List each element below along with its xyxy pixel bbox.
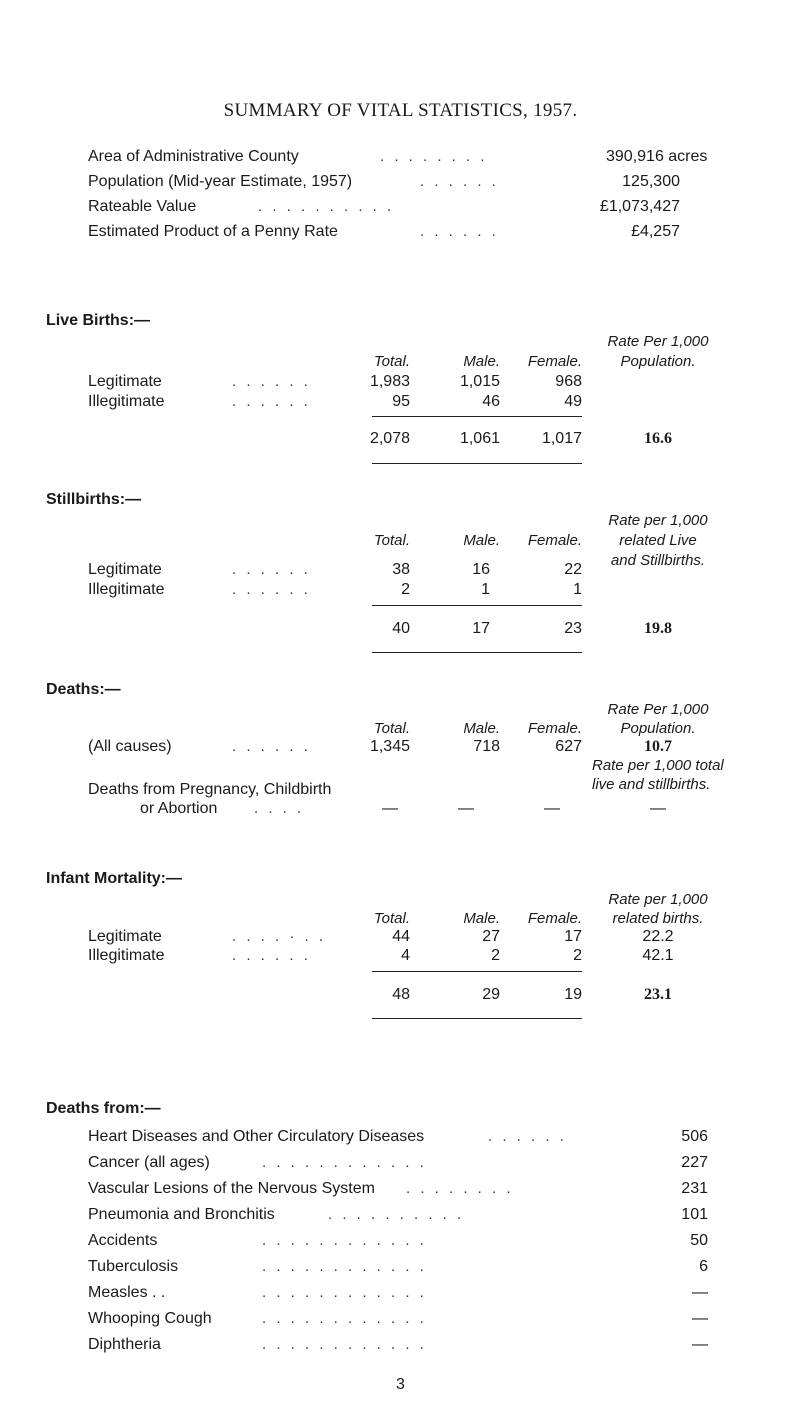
rate-header: related births.: [612, 910, 704, 927]
cell-total: 44: [392, 928, 410, 945]
sum-total: 2,078: [369, 430, 410, 447]
rate-note: Rate per 1,000 total: [592, 757, 724, 774]
leader-dots: . . . . . .: [232, 738, 311, 755]
section-heading: Live Births:—: [46, 312, 151, 329]
cell-rate: 22.2: [642, 928, 674, 945]
divider: [372, 463, 582, 464]
cause-value: 231: [681, 1180, 708, 1197]
rate-note: live and stillbirths.: [592, 776, 711, 793]
cause-label: Vascular Lesions of the Nervous System: [88, 1180, 375, 1197]
cell-male: 16: [472, 561, 490, 578]
cell-total: 95: [392, 393, 410, 410]
row-label: Illegitimate: [88, 393, 165, 410]
rate-header: related Live: [619, 532, 697, 549]
leader-dots: . . . . · . .: [232, 928, 327, 945]
cell-male: 2: [491, 947, 500, 964]
col-female: Female.: [527, 353, 582, 370]
col-total: Total.: [373, 720, 410, 737]
rate-header: Rate Per 1,000: [607, 701, 709, 718]
row-label: (All causes): [88, 738, 172, 755]
col-total: Total.: [373, 910, 410, 927]
section-heading: Deaths from:—: [46, 1100, 161, 1117]
divider: [372, 652, 582, 653]
rate-header: Population.: [620, 353, 696, 370]
sum-female: 1,017: [541, 430, 582, 447]
summary-label-population: Population (Mid-year Estimate, 1957): [88, 173, 353, 190]
divider: [372, 605, 582, 606]
cell-female: —: [544, 800, 560, 817]
rate-header: Rate per 1,000: [608, 891, 708, 908]
col-male: Male.: [463, 353, 500, 370]
divider: [372, 416, 582, 417]
leader-dots: . . . . . . . .: [380, 148, 488, 165]
cause-value: —: [692, 1336, 708, 1353]
cause-label: Whooping Cough: [88, 1310, 212, 1327]
leader-dots: . . . . . .: [488, 1128, 567, 1145]
rate-header: Rate Per 1,000: [607, 333, 709, 350]
leader-dots: . . . . . .: [232, 393, 311, 410]
cause-label: Accidents: [88, 1232, 158, 1249]
cell-total: —: [382, 800, 398, 817]
leader-dots: . . . . . .: [232, 581, 311, 598]
leader-dots: . . . . . . . . . . . .: [262, 1336, 427, 1353]
col-female: Female.: [527, 910, 582, 927]
leader-dots: . . . . . .: [420, 173, 499, 190]
summary-value-population: 125,300: [622, 173, 680, 190]
section-heading: Deaths:—: [46, 681, 121, 698]
col-female: Female.: [527, 532, 582, 549]
summary-label-penny-rate: Estimated Product of a Penny Rate: [88, 223, 338, 240]
leader-dots: . . . . . . . . . .: [328, 1206, 465, 1223]
cause-label: Tuberculosis: [88, 1258, 179, 1275]
cell-total: 38: [392, 561, 410, 578]
divider: [372, 971, 582, 972]
row-label: Illegitimate: [88, 581, 165, 598]
page-number: 3: [396, 1376, 405, 1393]
cause-label: Cancer (all ages): [88, 1154, 210, 1171]
row-label: Legitimate: [88, 561, 162, 578]
rate-header: Population.: [620, 720, 696, 737]
cell-female: 968: [555, 373, 582, 390]
sum-male: 17: [472, 620, 490, 637]
cell-male: 1: [481, 581, 490, 598]
cell-male: 1,015: [459, 373, 500, 390]
cell-total: 2: [401, 581, 410, 598]
cell-female: 1: [573, 581, 582, 598]
cell-female: 17: [564, 928, 582, 945]
col-total: Total.: [373, 532, 410, 549]
leader-dots: . . . . . .: [232, 947, 311, 964]
cell-total: 1,345: [369, 738, 410, 755]
col-male: Male.: [463, 532, 500, 549]
col-male: Male.: [463, 720, 500, 737]
cell-female: 22: [564, 561, 582, 578]
divider: [372, 1018, 582, 1019]
sum-female: 19: [564, 986, 582, 1003]
cell-total: 1,983: [369, 373, 410, 390]
leader-dots: . . . . . . . . . .: [258, 198, 395, 215]
summary-label-area: Area of Administrative County: [88, 148, 299, 165]
section-heading: Infant Mortality:—: [46, 870, 182, 887]
leader-dots: . . . . . . . . . . . .: [262, 1154, 427, 1171]
leader-dots: . . . . . .: [232, 373, 311, 390]
cell-rate: —: [650, 800, 666, 817]
row-label: Legitimate: [88, 928, 162, 945]
summary-value-area: 390,916 acres: [606, 148, 708, 165]
cell-rate: 42.1: [642, 947, 674, 964]
col-total: Total.: [373, 353, 410, 370]
summary-label-rateable: Rateable Value: [88, 198, 197, 215]
sum-rate: 23.1: [644, 986, 672, 1003]
sum-total: 48: [392, 986, 410, 1003]
cause-value: —: [692, 1284, 708, 1301]
leader-dots: . . . . . . . .: [406, 1180, 514, 1197]
sum-female: 23: [564, 620, 582, 637]
cause-value: 6: [699, 1258, 708, 1275]
sum-rate: 16.6: [644, 430, 672, 447]
cause-value: 101: [681, 1206, 708, 1223]
summary-value-rateable: £1,073,427: [599, 198, 680, 215]
cause-value: 506: [681, 1128, 708, 1145]
death-rate: 10.7: [644, 738, 672, 755]
row-label: or Abortion: [140, 800, 218, 817]
cell-male: —: [458, 800, 474, 817]
leader-dots: . . . . . . . . . . . .: [262, 1284, 427, 1301]
rate-header: and Stillbirths.: [610, 552, 706, 569]
rate-header: Rate per 1,000: [608, 512, 708, 529]
cell-male: 718: [473, 738, 500, 755]
sum-male: 1,061: [459, 430, 500, 447]
leader-dots: . . . . . .: [420, 223, 499, 240]
col-male: Male.: [463, 910, 500, 927]
sum-male: 29: [482, 986, 500, 1003]
leader-dots: . . . .: [254, 800, 305, 817]
cell-female: 627: [555, 738, 582, 755]
cell-female: 49: [564, 393, 582, 410]
cause-value: —: [692, 1310, 708, 1327]
row-label: Legitimate: [88, 373, 162, 390]
cell-male: 46: [482, 393, 500, 410]
cell-total: 4: [401, 947, 410, 964]
leader-dots: . . . . . . . . . . . .: [262, 1258, 427, 1275]
leader-dots: . . . . . . . . . . . .: [262, 1310, 427, 1327]
section-heading: Stillbirths:—: [46, 491, 142, 508]
cause-label: Measles . .: [88, 1284, 166, 1301]
cause-label: Heart Diseases and Other Circulatory Diseases: [88, 1128, 425, 1145]
cause-value: 227: [681, 1154, 708, 1171]
col-female: Female.: [527, 720, 582, 737]
leader-dots: . . . . . .: [232, 561, 311, 578]
cause-label: Pneumonia and Bronchitis: [88, 1206, 275, 1223]
cause-label: Diphtheria: [88, 1336, 161, 1353]
sum-rate: 19.8: [644, 620, 672, 637]
row-label: Deaths from Pregnancy, Childbirth: [88, 781, 332, 798]
summary-value-penny-rate: £4,257: [631, 223, 680, 240]
cause-value: 50: [690, 1232, 708, 1249]
row-label: Illegitimate: [88, 947, 165, 964]
cell-male: 27: [482, 928, 500, 945]
page-title: SUMMARY OF VITAL STATISTICS, 1957.: [223, 100, 578, 121]
leader-dots: . . . . . . . . . . . .: [262, 1232, 427, 1249]
cell-female: 2: [573, 947, 582, 964]
sum-total: 40: [392, 620, 410, 637]
